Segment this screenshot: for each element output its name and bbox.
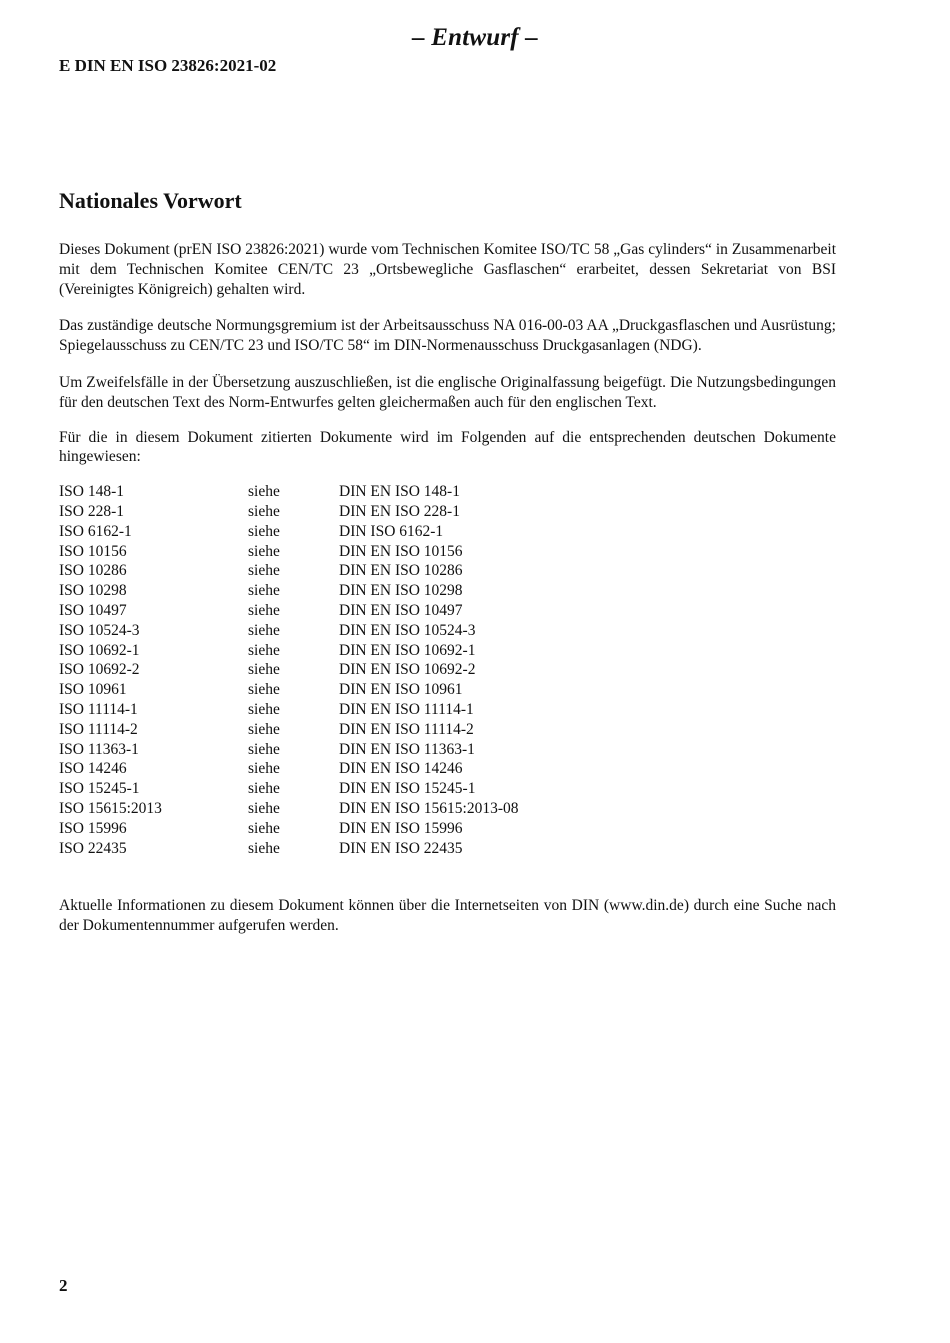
iso-reference: ISO 14246 — [59, 760, 127, 778]
iso-reference: ISO 11114-1 — [59, 700, 138, 718]
table-row — [59, 839, 519, 859]
iso-reference: ISO 11363-1 — [59, 740, 139, 758]
section-title: Nationales Vorwort — [59, 188, 242, 213]
table-row — [59, 799, 519, 819]
din-reference: DIN EN ISO 11363-1 — [339, 740, 475, 758]
table-row — [59, 660, 519, 680]
table-row — [59, 561, 519, 581]
iso-reference: ISO 10286 — [59, 562, 127, 580]
see-label: siehe — [248, 780, 280, 798]
table-row — [59, 680, 519, 700]
see-label: siehe — [248, 522, 280, 540]
see-label: siehe — [248, 562, 280, 580]
din-reference: DIN EN ISO 11114-1 — [339, 700, 474, 718]
iso-reference: ISO 10692-2 — [59, 661, 140, 679]
paragraph-references-intro: Für die in diesem Dokument zitierten Dokumente wird im Folgenden auf die entsprechenden deutschen Dokumente hingewiesen: — [59, 428, 836, 466]
see-label: siehe — [248, 582, 280, 600]
section-body — [59, 240, 836, 953]
iso-reference: ISO 11114-2 — [59, 720, 138, 738]
din-reference: DIN EN ISO 10692-1 — [339, 641, 476, 659]
din-reference: DIN EN ISO 14246 — [339, 760, 463, 778]
din-reference: DIN EN ISO 22435 — [339, 839, 463, 857]
din-reference: DIN EN ISO 10497 — [339, 601, 463, 619]
document-identifier: E DIN EN ISO 23826:2021-02 — [59, 56, 277, 75]
see-label: siehe — [248, 740, 280, 758]
table-row — [59, 522, 519, 542]
paragraph-committee: Dieses Dokument (prEN ISO 23826:2021) wurde vom Technischen Komitee ISO/TC 58 „Gas cylinders“ in Zusammenarbeit mit dem Technischen Komitee CEN/TC 23 „Ortsbewegliche Gasflaschen“ erarbeitet, dessen Sekretariat von BSI (Vereinigtes Königreich) gehalten wird. — [59, 241, 836, 298]
din-reference: DIN EN ISO 148-1 — [339, 483, 460, 501]
table-row — [59, 502, 519, 522]
table-row — [59, 641, 519, 661]
din-reference: DIN EN ISO 10286 — [339, 562, 463, 580]
table-row — [59, 621, 519, 641]
iso-reference: ISO 10298 — [59, 582, 127, 600]
see-label: siehe — [248, 601, 280, 619]
see-label: siehe — [248, 720, 280, 738]
table-row — [59, 700, 519, 720]
iso-reference: ISO 22435 — [59, 839, 127, 857]
table-row — [59, 740, 519, 760]
iso-reference: ISO 10692-1 — [59, 641, 140, 659]
paragraph-translation: Um Zweifelsfälle in der Übersetzung auszuschließen, ist die englische Originalfassung beigefügt. Die Nutzungsbedingungen für den deutschen Text des Norm-Entwurfes gelten gleichermaßen auch für den englischen Text. — [59, 373, 836, 411]
iso-reference: ISO 10524-3 — [59, 621, 140, 639]
see-label: siehe — [248, 819, 280, 837]
table-row — [59, 779, 519, 799]
see-label: siehe — [248, 760, 280, 778]
iso-reference: ISO 10497 — [59, 601, 127, 619]
table-row — [59, 581, 519, 601]
see-label: siehe — [248, 681, 280, 699]
din-reference: DIN EN ISO 10298 — [339, 582, 463, 600]
table-row — [59, 601, 519, 621]
table-row — [59, 482, 519, 502]
table-row — [59, 720, 519, 740]
table-row — [59, 542, 519, 562]
table-row — [59, 759, 519, 779]
reference-table — [59, 482, 519, 858]
see-label: siehe — [248, 483, 280, 501]
iso-reference: ISO 15996 — [59, 819, 127, 837]
table-row — [59, 819, 519, 839]
see-label: siehe — [248, 621, 280, 639]
draft-watermark-title: – Entwurf – — [412, 24, 538, 51]
see-label: siehe — [248, 641, 280, 659]
see-label: siehe — [248, 839, 280, 857]
din-reference: DIN EN ISO 228-1 — [339, 502, 460, 520]
din-reference: DIN EN ISO 15615:2013-08 — [339, 799, 519, 817]
iso-reference: ISO 10156 — [59, 542, 127, 560]
din-reference: DIN EN ISO 15245-1 — [339, 780, 476, 798]
iso-reference: ISO 6162-1 — [59, 522, 132, 540]
see-label: siehe — [248, 661, 280, 679]
see-label: siehe — [248, 542, 280, 560]
page-number: 2 — [59, 1276, 68, 1295]
paragraph-standards-body: Das zuständige deutsche Normungsgremium ist der Arbeitsausschuss NA 016-00-03 AA „Druckgasflaschen und Ausrüstung; Spiegelausschuss zu CEN/TC 23 und ISO/TC 58“ im DIN-Normenausschuss Druckgasanlagen (NDG). — [59, 317, 836, 355]
iso-reference: ISO 15245-1 — [59, 780, 140, 798]
see-label: siehe — [248, 799, 280, 817]
iso-reference: ISO 148-1 — [59, 483, 125, 501]
din-reference: DIN EN ISO 15996 — [339, 819, 463, 837]
iso-reference: ISO 10961 — [59, 681, 127, 699]
iso-reference: ISO 15615:2013 — [59, 799, 162, 817]
din-reference: DIN EN ISO 10961 — [339, 681, 463, 699]
paragraph-online-info: Aktuelle Informationen zu diesem Dokument können über die Internetseiten von DIN (www.din.de) durch eine Suche nach der Dokumentennummer aufgerufen werden. — [59, 897, 836, 935]
din-reference: DIN EN ISO 10524-3 — [339, 621, 476, 639]
din-reference: DIN EN ISO 10156 — [339, 542, 463, 560]
see-label: siehe — [248, 502, 280, 520]
iso-reference: ISO 228-1 — [59, 502, 125, 520]
din-reference: DIN EN ISO 11114-2 — [339, 720, 474, 738]
see-label: siehe — [248, 700, 280, 718]
din-reference: DIN ISO 6162-1 — [339, 522, 444, 540]
din-reference: DIN EN ISO 10692-2 — [339, 661, 476, 679]
